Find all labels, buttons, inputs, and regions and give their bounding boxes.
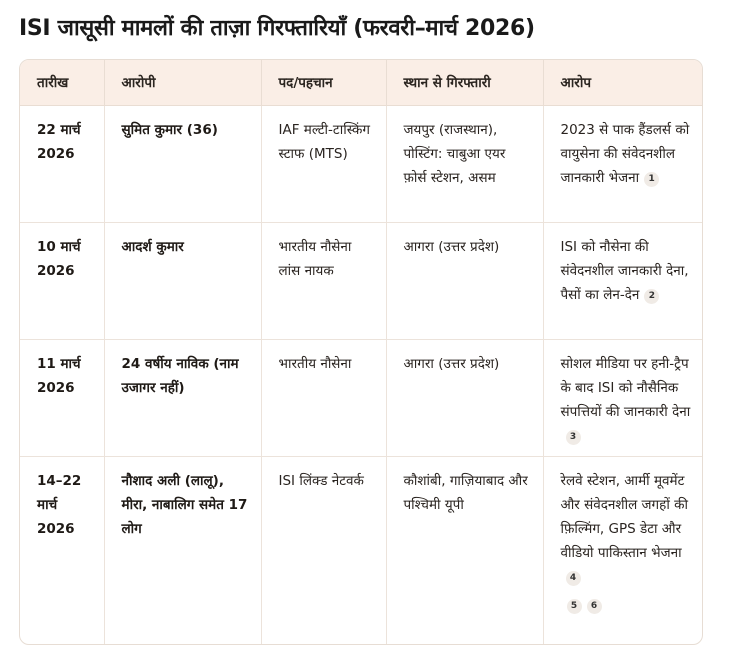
citation-badge[interactable]: 2 [644, 289, 659, 304]
table-header-row [20, 60, 703, 105]
cell-role: ISI लिंक्ड नेटवर्क [261, 456, 386, 645]
cell-location: जयपुर (राजस्थान), पोस्टिंग: चाबुआ एयर फ़ोर्स स्टेशन, असम [386, 105, 543, 222]
cell-charge [543, 339, 703, 456]
citation-badge-group [561, 593, 697, 617]
arrests-table [20, 60, 703, 645]
table-row [20, 105, 703, 222]
cell-location: आगरा (उत्तर प्रदेश) [386, 339, 543, 456]
table-row [20, 222, 703, 339]
citation-badge[interactable]: 6 [587, 599, 602, 614]
cell-date: 14–22 मार्च 2026 [20, 456, 104, 645]
column-header-role: पद/पहचान [261, 60, 386, 105]
cell-role: भारतीय नौसेना लांस नायक [261, 222, 386, 339]
cell-accused: आदर्श कुमार [104, 222, 261, 339]
cell-date: 22 मार्च 2026 [20, 105, 104, 222]
cell-date: 10 मार्च 2026 [20, 222, 104, 339]
column-header-location: स्थान से गिरफ्तारी [386, 60, 543, 105]
citation-badge[interactable]: 4 [566, 571, 581, 586]
charge-text: ISI को नौसेना की संवेदनशील जानकारी देना, पैसों का लेन-देन [560, 238, 689, 303]
page-title: ISI जासूसी मामलों की ताज़ा गिरफ्तारियाँ (फरवरी–मार्च 2026) [19, 16, 535, 41]
table-header [20, 60, 703, 105]
charge-text: 2023 से पाक हैंडलर्स को वायुसेना की संवेदनशील जानकारी भेजना [560, 121, 690, 186]
charge-text: रेलवे स्टेशन, आर्मी मूवमेंट और संवेदनशील जगहों की फ़िल्मिंग, GPS डेटा और वीडियो पाकिस्तान भेजना [560, 472, 688, 561]
cell-charge [543, 456, 703, 645]
table-row [20, 456, 703, 645]
cell-accused: 24 वर्षीय नाविक (नाम उजागर नहीं) [104, 339, 261, 456]
column-header-date: तारीख [20, 60, 104, 105]
cell-accused: सुमित कुमार (36) [104, 105, 261, 222]
column-header-charge: आरोप [543, 60, 703, 105]
arrests-table-card [19, 59, 703, 645]
citation-badge[interactable]: 3 [566, 430, 581, 445]
citation-badge[interactable]: 5 [567, 599, 582, 614]
citation-badge[interactable]: 1 [644, 172, 659, 187]
cell-role: भारतीय नौसेना [261, 339, 386, 456]
charge-text: सोशल मीडिया पर हनी-ट्रैप के बाद ISI को नौसैनिक संपत्तियों की जानकारी देना [560, 355, 691, 420]
table-row [20, 339, 703, 456]
table-body [20, 105, 703, 645]
cell-charge [543, 105, 703, 222]
cell-location: आगरा (उत्तर प्रदेश) [386, 222, 543, 339]
cell-date: 11 मार्च 2026 [20, 339, 104, 456]
cell-location: कौशांबी, गाज़ियाबाद और पश्चिमी यूपी [386, 456, 543, 645]
cell-role: IAF मल्टी-टास्किंग स्टाफ (MTS) [261, 105, 386, 222]
column-header-accused: आरोपी [104, 60, 261, 105]
cell-charge [543, 222, 703, 339]
cell-accused: नौशाद अली (लालू), मीरा, नाबालिग समेत 17 लोग [104, 456, 261, 645]
